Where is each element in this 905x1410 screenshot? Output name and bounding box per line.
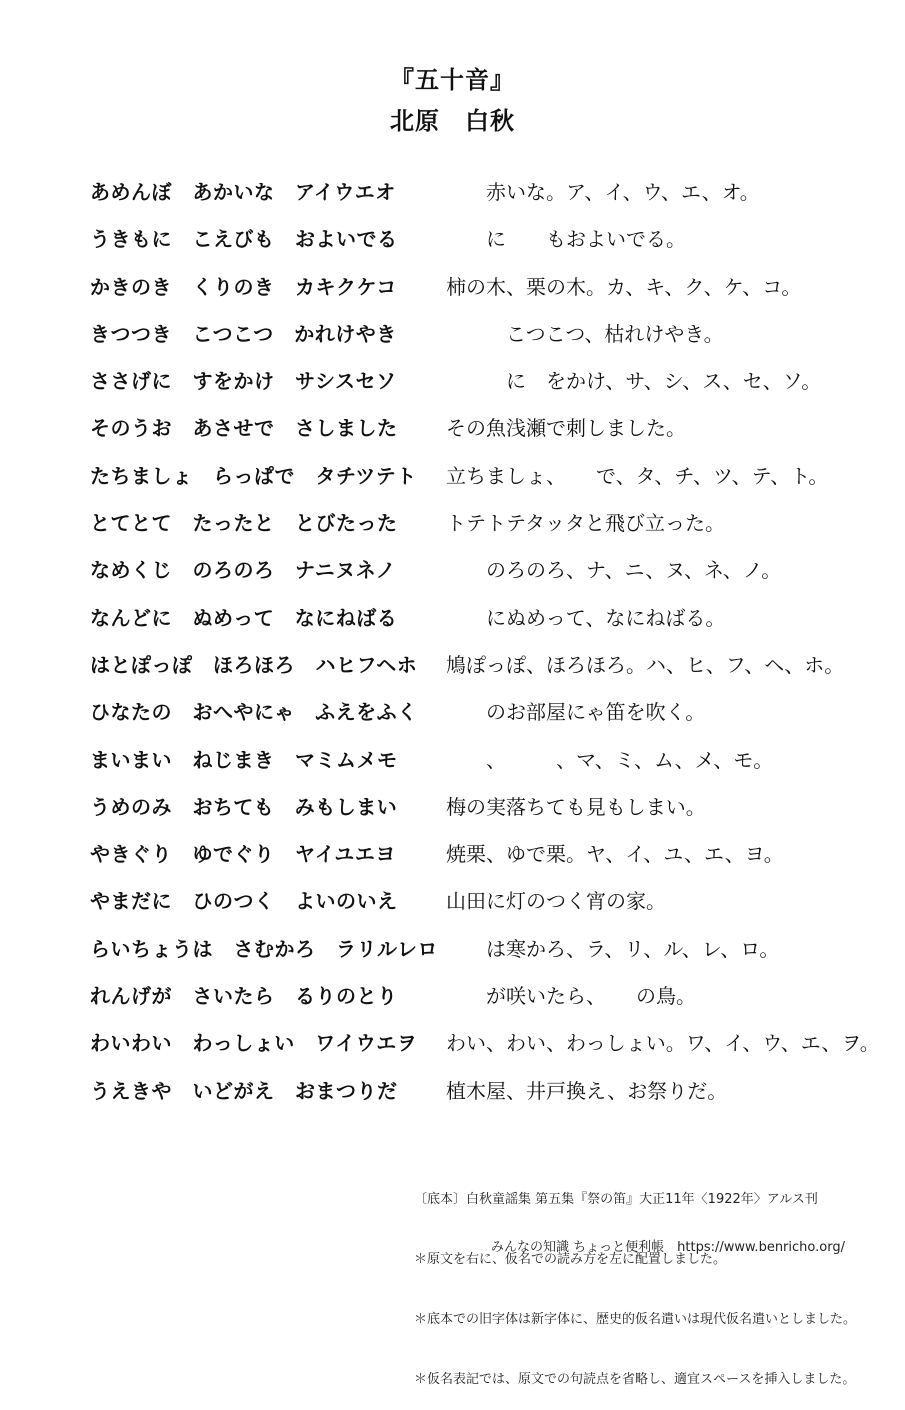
- kana-reading: ささげに すをかけ サシスセソ: [90, 369, 397, 394]
- kana-reading: たちましょ らっぱで タチツテト: [90, 463, 417, 488]
- source-citation: 〔底本〕白秋童謡集 第五集『祭の笛』大正11年〈1922年〉アルス刊: [414, 1192, 818, 1207]
- poem-line: [0, 406, 905, 453]
- author-name: 北原 白秋: [390, 107, 515, 135]
- site-credit: みんなの知識 ちょっと便利帳 https://www.benricho.org/: [491, 1240, 845, 1255]
- kana-reading: きつつき こつこつ かれけやき: [90, 321, 397, 346]
- kana-reading: うえきや いどがえ おまつりだ: [90, 1078, 398, 1103]
- kana-reading: はとぽっぽ ほろほろ ハヒフヘホ: [90, 652, 418, 677]
- original-text: 赤いな。ア、イ、ウ、エ、オ。: [446, 180, 760, 204]
- original-text: のお部屋にゃ笛を吹く。: [446, 700, 706, 725]
- poem-line: [0, 690, 905, 737]
- poem-line: [0, 596, 905, 643]
- original-text: が咲いたら、 の鳥。: [446, 984, 696, 1009]
- poem-line: [0, 265, 905, 312]
- poem-line: [0, 738, 905, 785]
- poem-line: [0, 927, 905, 974]
- original-text: 柿の木、栗の木。カ、キ、ク、ケ、コ。: [446, 274, 802, 299]
- poem-line: [0, 974, 905, 1021]
- original-text: に をかけ、サ、シ、ス、セ、ソ。: [446, 369, 822, 394]
- original-text: わい、わい、わっしょい。ワ、イ、ウ、エ、ヲ。: [446, 1031, 880, 1056]
- original-text: 立ちましょ、 で、タ、チ、ツ、テ、ト。: [446, 463, 829, 488]
- kana-reading: うめのみ おちても みもしまい: [90, 794, 398, 819]
- kana-reading: うきもに こえびも およいでる: [90, 227, 398, 252]
- original-text: トテトテタッタと飛び立った。: [446, 511, 725, 536]
- original-text: 、 、マ、ミ、ム、メ、モ。: [446, 747, 774, 772]
- kana-reading: わいわい わっしょい ワイウエヲ: [90, 1031, 418, 1056]
- kana-reading: なめくじ のろのろ ナニヌネノ: [90, 558, 397, 583]
- footnote: ＊仮名表記では、原文での句読点を省略し、適宜スペースを挿入しました。: [414, 1372, 856, 1387]
- original-text: その魚浅瀬で刺しました。: [446, 416, 686, 441]
- footnotes: [414, 1150, 856, 1410]
- poem-line: [0, 359, 905, 406]
- kana-reading: まいまい ねじまき マミムメモ: [90, 747, 398, 772]
- kana-reading: らいちょうは さむかろ ラリルレロ: [90, 936, 438, 961]
- original-text: 梅の実落ちても見もしまい。: [446, 794, 706, 819]
- kana-reading: なんどに ぬめって なにねばる: [90, 605, 398, 630]
- poem-line: [0, 879, 905, 926]
- poem-line: [0, 548, 905, 595]
- original-text: は寒かろ、ラ、リ、ル、レ、ロ。: [446, 936, 780, 961]
- poem-line: [0, 501, 905, 548]
- poem-lines: [0, 170, 905, 1116]
- original-text: のろのろ、ナ、ニ、ヌ、ネ、ノ。: [446, 558, 782, 583]
- poem-line: [0, 832, 905, 879]
- kana-reading: あめんぼ あかいな アイウエオ: [90, 180, 396, 204]
- kana-reading: れんげが さいたら るりのとり: [90, 984, 398, 1009]
- original-text: 鳩ぽっぽ、ほろほろ。ハ、ヒ、フ、ヘ、ホ。: [446, 652, 845, 677]
- poem-line: [0, 454, 905, 501]
- footnote: ＊底本での旧字体は新字体に、歴史的仮名遣いは現代仮名遣いとしました。: [414, 1312, 857, 1327]
- poem-line: [0, 217, 905, 264]
- poem-line: [0, 785, 905, 832]
- poem-line: [0, 643, 905, 690]
- original-text: 焼栗、ゆで栗。ヤ、イ、ユ、エ、ヨ。: [446, 842, 784, 867]
- poem-line: [0, 1021, 905, 1068]
- original-text: こつこつ、枯れけやき。: [446, 321, 724, 346]
- original-text: にぬめって、なにねばる。: [446, 605, 726, 630]
- poem-line: [0, 170, 905, 217]
- footnote: ＊原文を右に、仮名での読み方を左に配置しました。: [414, 1252, 727, 1267]
- work-title: 『五十音』: [390, 66, 515, 94]
- kana-reading: とてとて たったと とびたった: [90, 511, 398, 536]
- kana-reading: そのうお あさせで さしました: [90, 416, 398, 441]
- kana-reading: かきのき くりのき カキクケコ: [90, 274, 397, 299]
- original-text: に もおよいでる。: [446, 227, 686, 252]
- kana-reading: やきぐり ゆでぐり ヤイユエヨ: [90, 842, 396, 867]
- original-text: 植木屋、井戸換え、お祭りだ。: [446, 1078, 728, 1103]
- kana-reading: やまだに ひのつく よいのいえ: [90, 889, 398, 914]
- original-text: 山田に灯のつく宵の家。: [446, 889, 666, 914]
- poem-line: [0, 312, 905, 359]
- kana-reading: ひなたの おへやにゃ ふえをふく: [90, 700, 418, 725]
- poem-line: [0, 1069, 905, 1116]
